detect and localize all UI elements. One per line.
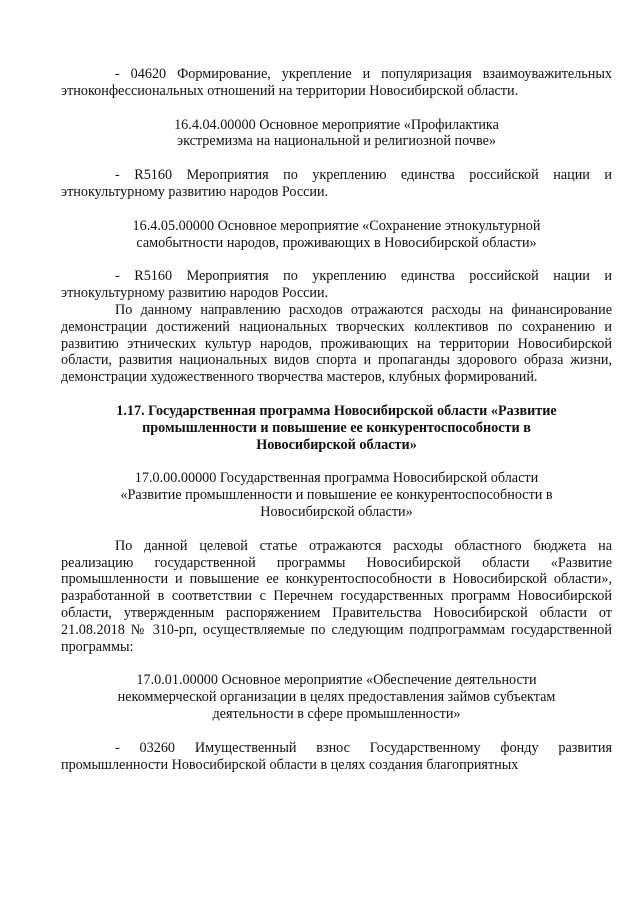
paragraph-spacer bbox=[61, 453, 612, 470]
heading-line: самобытности народов, проживающих в Новосибирской области» bbox=[136, 234, 537, 251]
heading-line: промышленности и повышение ее конкурентоспособности в bbox=[142, 419, 531, 436]
paragraph-spacer bbox=[61, 150, 612, 167]
article-heading bbox=[61, 470, 612, 520]
paragraph-spacer bbox=[61, 386, 612, 403]
body-paragraph: По данной целевой статье отражаются расходы областного бюджета на реализацию государственной программы Новосибирской области «Развитие промышленности и повышение ее конкурентоспособности в Новосибирской области», разработанной в соответствии с Перечнем государственных программ Новосибирской области, утвержденным распоряжением Правительства Новосибирской области от 21.08.2018 № 310-рп, осуществляемые по следующим подпрограммам государственной программы: bbox=[61, 537, 612, 655]
body-paragraph: - R5160 Мероприятия по укреплению единства российской нации и этнокультурному развитию народов России. bbox=[61, 268, 612, 302]
body-paragraph: - R5160 Мероприятия по укреплению единства российской нации и этнокультурному развитию народов России. bbox=[61, 167, 612, 200]
heading-line: 17.0.00.00000 Государственная программа Новосибирской области bbox=[134, 470, 539, 487]
paragraph-spacer bbox=[61, 251, 612, 268]
heading-line: 1.17. Государственная программа Новосибирской области «Развитие bbox=[116, 402, 557, 419]
article-heading bbox=[61, 117, 612, 151]
body-paragraph: По данному направлению расходов отражаются расходы на финансирование демонстрации достижений национальных творческих коллективов по сохранению и развитию этнических культур народов, проживающих на территории Новосибирской области, развития национальных видов спорта и пропаганды здорового образа жизни, демонстрации художественного творчества мастеров, клубных формирований. bbox=[61, 301, 612, 386]
document-page bbox=[61, 66, 612, 773]
paragraph-spacer bbox=[61, 521, 612, 538]
heading-line: 16.4.05.00000 Основное мероприятие «Сохранение этнокультурной bbox=[132, 217, 541, 234]
paragraph-spacer bbox=[61, 723, 612, 740]
body-paragraph: - 04620 Формирование, укрепление и популяризация взаимоуважительных этноконфессиональных отношений на территории Новосибирской области. bbox=[61, 66, 612, 99]
heading-line: некоммерческой организации в целях предоставления займов субъектам bbox=[117, 689, 556, 706]
paragraph-spacer bbox=[61, 100, 612, 117]
article-heading bbox=[61, 218, 612, 252]
heading-line: 17.0.01.00000 Основное мероприятие «Обеспечение деятельности bbox=[136, 672, 537, 689]
heading-line: «Развитие промышленности и повышение ее конкурентоспособности в bbox=[120, 487, 553, 504]
article-heading bbox=[61, 672, 612, 722]
heading-line: Новосибирской области» bbox=[260, 503, 413, 520]
body-paragraph: - 03260 Имущественный взнос Государственному фонду развития промышленности Новосибирской области в целях создания благоприятных bbox=[61, 739, 612, 773]
paragraph-spacer bbox=[61, 655, 612, 672]
heading-line: Новосибирской области» bbox=[256, 436, 417, 453]
heading-line: 16.4.04.00000 Основное мероприятие «Профилактика bbox=[174, 116, 499, 133]
heading-line: экстремизма на национальной и религиозной почве» bbox=[177, 133, 496, 150]
paragraph-spacer bbox=[61, 201, 612, 218]
heading-line: деятельности в сфере промышленности» bbox=[212, 705, 461, 722]
section-title bbox=[61, 403, 612, 453]
